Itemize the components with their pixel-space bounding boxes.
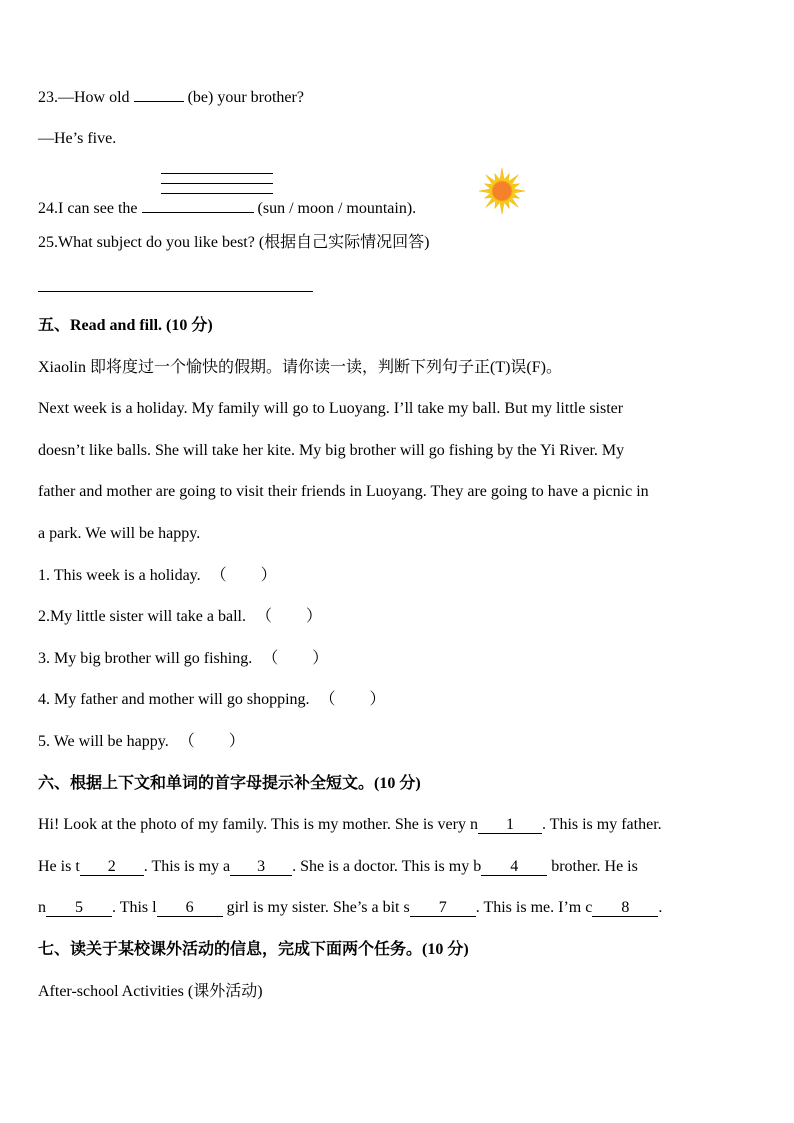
answer-paren-open[interactable]: （ [319, 691, 336, 708]
tf-item-text: 5. We will be happy. [38, 733, 169, 750]
question-23-suffix: (be) your brother? [183, 89, 304, 106]
answer-paren-open[interactable]: （ [255, 608, 272, 625]
cloze-blank-6[interactable]: 6 [157, 900, 223, 917]
cloze-text: . This is my a [143, 858, 231, 875]
sun-ray [479, 189, 489, 193]
cloze-text: . This is my father. [541, 816, 662, 833]
sun-ray [500, 204, 504, 214]
cloze-text: . [658, 899, 663, 916]
cloze-blank-1[interactable]: 1 [478, 817, 542, 834]
question-24 [38, 198, 416, 219]
cloze-text: brother. He is [547, 858, 638, 875]
tf-item-4 [38, 690, 386, 710]
cloze-text: He is t [38, 858, 80, 875]
question-23-blank[interactable] [134, 87, 184, 102]
cloze-text: . This l [112, 899, 157, 916]
cloze-line-3 [38, 898, 662, 918]
answer-paren-open[interactable]: （ [178, 733, 195, 750]
question-24-prefix: 24.I can see the [38, 200, 142, 217]
question-23 [38, 87, 304, 108]
passage-line-4: a park. We will be happy. [38, 525, 201, 542]
passage-line-2: doesn’t like balls. She will take her kite. My big brother will go fishing by the Yi River. My [38, 442, 625, 459]
tf-item-text: 2.My little sister will take a ball. [38, 608, 246, 625]
sun-ray [500, 168, 504, 178]
answer-paren-close[interactable]: ） [305, 608, 322, 625]
tf-item-2 [38, 607, 322, 627]
passage-line-1: Next week is a holiday. My family will go to Luoyang. I’ll take my ball. But my little sister [38, 400, 624, 417]
cloze-line-2 [38, 857, 638, 877]
cloze-blank-2[interactable]: 2 [80, 859, 144, 876]
tf-item-1 [38, 566, 277, 586]
cloze-text: girl is my sister. She’s a bit s [222, 899, 410, 916]
section-5-heading: 五、Read and fill. (10 分) [38, 317, 213, 334]
section-5-intro: Xiaolin 即将度过一个愉快的假期。请你读一读，判断下列句子正(T)误(F)。 [38, 359, 562, 376]
section-7-subtitle: After-school Activities (课外活动) [38, 983, 263, 1000]
cloze-blank-3[interactable]: 3 [230, 859, 292, 876]
passage-line-3: father and mother are going to visit their friends in Luoyang. They are going to have a picnic in [38, 483, 649, 500]
question-25: 25.What subject do you like best? (根据自己实际情况回答) [38, 234, 430, 251]
tf-item-3 [38, 649, 328, 669]
tf-item-text: 4. My father and mother will go shopping. [38, 691, 310, 708]
question-23-answer: —He’s five. [38, 130, 117, 147]
question-25-answer-line[interactable] [38, 291, 313, 292]
cloze-text: n [38, 899, 46, 916]
tf-item-5 [38, 732, 245, 752]
question-24-blank[interactable] [142, 198, 254, 213]
section-7-heading: 七、读关于某校课外活动的信息，完成下面两个任务。(10 分) [38, 941, 469, 958]
sun-ray [515, 189, 525, 193]
question-24-suffix: (sun / moon / mountain). [253, 200, 417, 217]
cloze-line-1 [38, 815, 662, 835]
cloze-blank-5[interactable]: 5 [46, 900, 112, 917]
answer-paren-close[interactable]: ） [312, 650, 329, 667]
tf-item-text: 1. This week is a holiday. [38, 567, 201, 584]
answer-paren-open[interactable]: （ [210, 567, 227, 584]
answer-paren-close[interactable]: ） [260, 567, 277, 584]
sun-icon [478, 167, 526, 215]
cloze-blank-4[interactable]: 4 [481, 859, 547, 876]
cloze-text: Hi! Look at the photo of my family. This is my mother. She is very n [38, 816, 478, 833]
answer-paren-close[interactable]: ） [369, 691, 386, 708]
answer-paren-open[interactable]: （ [262, 650, 279, 667]
answer-paren-close[interactable]: ） [228, 733, 245, 750]
section-6-heading: 六、根据上下文和单词的首字母提示补全短文。(10 分) [38, 775, 421, 792]
cloze-blank-8[interactable]: 8 [592, 900, 658, 917]
cloze-text: . She is a doctor. This is my b [292, 858, 482, 875]
cloze-blank-7[interactable]: 7 [410, 900, 476, 917]
question-23-prefix: 23.—How old [38, 89, 134, 106]
tf-item-text: 3. My big brother will go fishing. [38, 650, 253, 667]
cloze-text: . This is me. I’m c [475, 899, 593, 916]
